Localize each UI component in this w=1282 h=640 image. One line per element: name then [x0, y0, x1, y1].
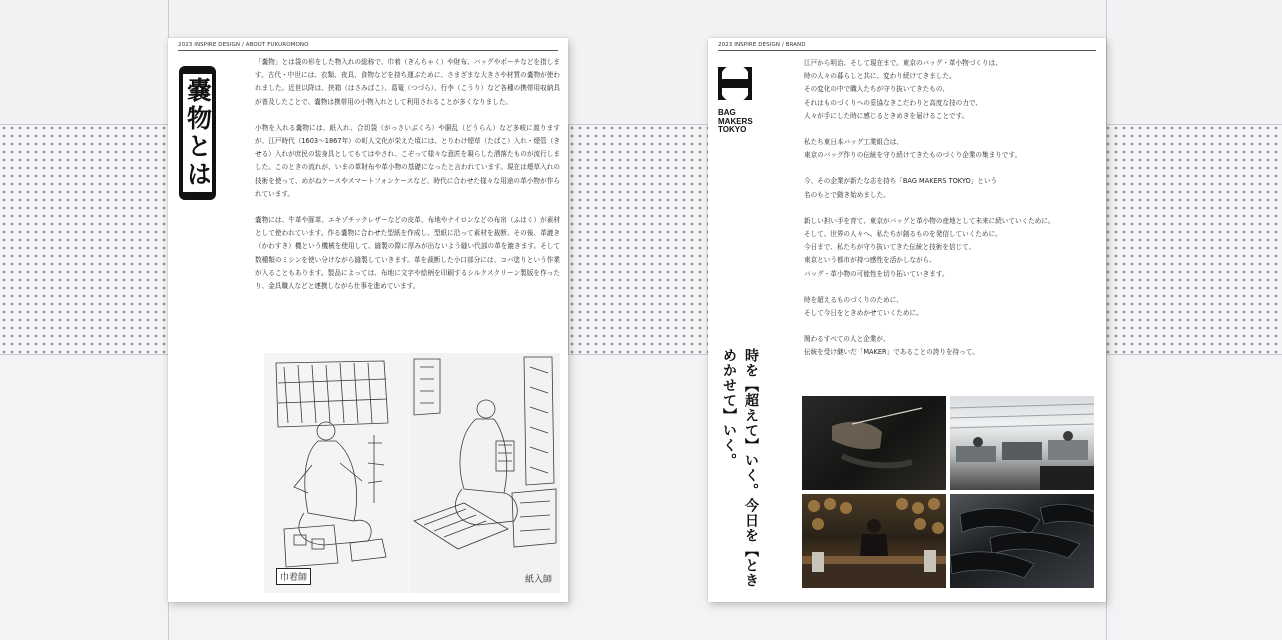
bag-makers-tokyo-logo	[718, 60, 756, 135]
header-rule	[718, 50, 1096, 51]
leather-rolls-workshop-photo	[802, 494, 946, 588]
body-text	[255, 56, 560, 306]
header-rule	[178, 50, 558, 51]
paragraph: 江戸から明治、そして現在まで。東京のバッグ・革小物づくりは、 時の人々の暮らしと共に、変わり続けてきました。 その変化の中で職人たちが守り抜いてきたもの、 それはものづくりへの妥協なきこだわりと高度な技の力で、 人々が手にした時に感じるときめきを届けることです。	[804, 59, 1002, 120]
paragraph: 「嚢物」とは袋の形をした物入れの総称で、巾着（きんちゃく）や財布、バッグやポーチなどを指します。古代・中世には、衣類、夜具、食物などを持ち運ぶために、さまざまな大きさや材質の嚢物が使われました。近世以降は、挟箱（はさみばこ）、葛篭（つづら）、行李（こうり）など各種の携帯用収納具が普及したことで、嚢物は携帯用の小物入れとして利用されることが多くなりました。	[255, 58, 560, 106]
logo-line: BAG	[718, 108, 736, 117]
vertical-slogan: 時を【超えて】いく。今日を【ときめかせて】いく。	[721, 348, 759, 588]
paragraph: 小物を入れる嚢物には、紙入れ、合切袋（がっさいぶくろ）や胴乱（どうらん）など多岐に渡りますが、江戸時代（1603〜1867年）の町人文化が栄えた頃には、とりわけ煙草（たばこ）入れ・煙管（きせる）入れが庶民の装身具としてもてはやされ、こぞって様々な意匠を凝らした洒落たものが流行しました。このときの流れが、いまの革財布や革小物の基礎になったと言われています。現在は煙草入れの技術を使って、めがねケースやスマートフォンケースなど、時代に合わせた様々な用途の革小物が作られています。	[255, 123, 560, 198]
photo-grid	[802, 396, 1096, 592]
illustration-drawing	[264, 353, 560, 593]
title-bracket-box	[179, 66, 216, 200]
caption-kamiireshi: 紙入師	[524, 575, 552, 585]
page-title: 嚢物とは	[183, 77, 213, 189]
paragraph: 時を超えるものづくりのために、 そして今日をときめかせていくために。	[804, 295, 923, 318]
logo-mark-icon	[718, 60, 752, 107]
title-frame	[183, 74, 212, 192]
wall-seam	[1106, 0, 1107, 640]
brand-board	[708, 38, 1106, 602]
logo-line: TOKYO	[718, 125, 747, 134]
board-header: 2023 INSPIRE DESIGN / BRAND	[718, 42, 806, 48]
brand-statement	[804, 57, 1096, 373]
paragraph: 新しい担い手を育て、東京がバッグと革小物の産地として未来に続いていくために。 そして、世界の人々へ、私たちが創るものを発信していくために。 今日まで、私たちが守り抜いてきた伝統と技術を信じて、 東京という都市が持つ感性を活かしながら、 バッグ・革小物の可能性を切り拓いていきます。	[804, 216, 1055, 278]
paragraph: 私たち東日本バッグ工業組合は、 東京のバッグ作りの伝統を守り続けてきたものづくり企業の集まりです。	[804, 138, 1022, 160]
factory-workshop-photo	[950, 396, 1094, 490]
paragraph: 嚢物には、牛革や豚革、エキゾチックレザーなどの皮革、布地やナイロンなどの布帛（ふはく）が素材として使われています。作る嚢物に合わせた型紙を作成し、型紙に沿って素材を裁断、その後、革漉き（かわすき）機という機械を使用して、縫製の際に厚みが出ないよう縫い代部の革を漉きます。そして数種類のミシンを使い分けながら縫製していきます。革を裁断した小口部分には、コバ塗りという作業が入ることもあります。製品によっては、布地に文字や絵柄を印刷するシルクスクリーン製版を作ったり、金具職人などと連携しながら仕事を進めています。	[255, 216, 560, 291]
wall-seam	[568, 124, 569, 354]
paragraph: 今、その企業が新たな志を持ち「BAG MAKERS TOKYO」という 名のもとで動き始めました。	[804, 177, 998, 199]
paragraph: 関わるすべての人と企業が、 伝統を受け継いだ「MAKER」であることの誇りを持って。	[804, 335, 979, 357]
about-fukuromono-board	[168, 38, 568, 602]
caption-kinchakushi: 巾着師	[276, 568, 311, 585]
leather-pieces-photo	[950, 494, 1094, 588]
logo-wordmark	[718, 109, 756, 135]
craftsman-hands-photo	[802, 396, 946, 490]
logo-line: MAKERS	[718, 116, 753, 126]
board-header: 2023 INSPIRE DESIGN / ABOUT FUKUROMONO	[178, 42, 309, 48]
woodblock-illustration	[264, 353, 560, 593]
